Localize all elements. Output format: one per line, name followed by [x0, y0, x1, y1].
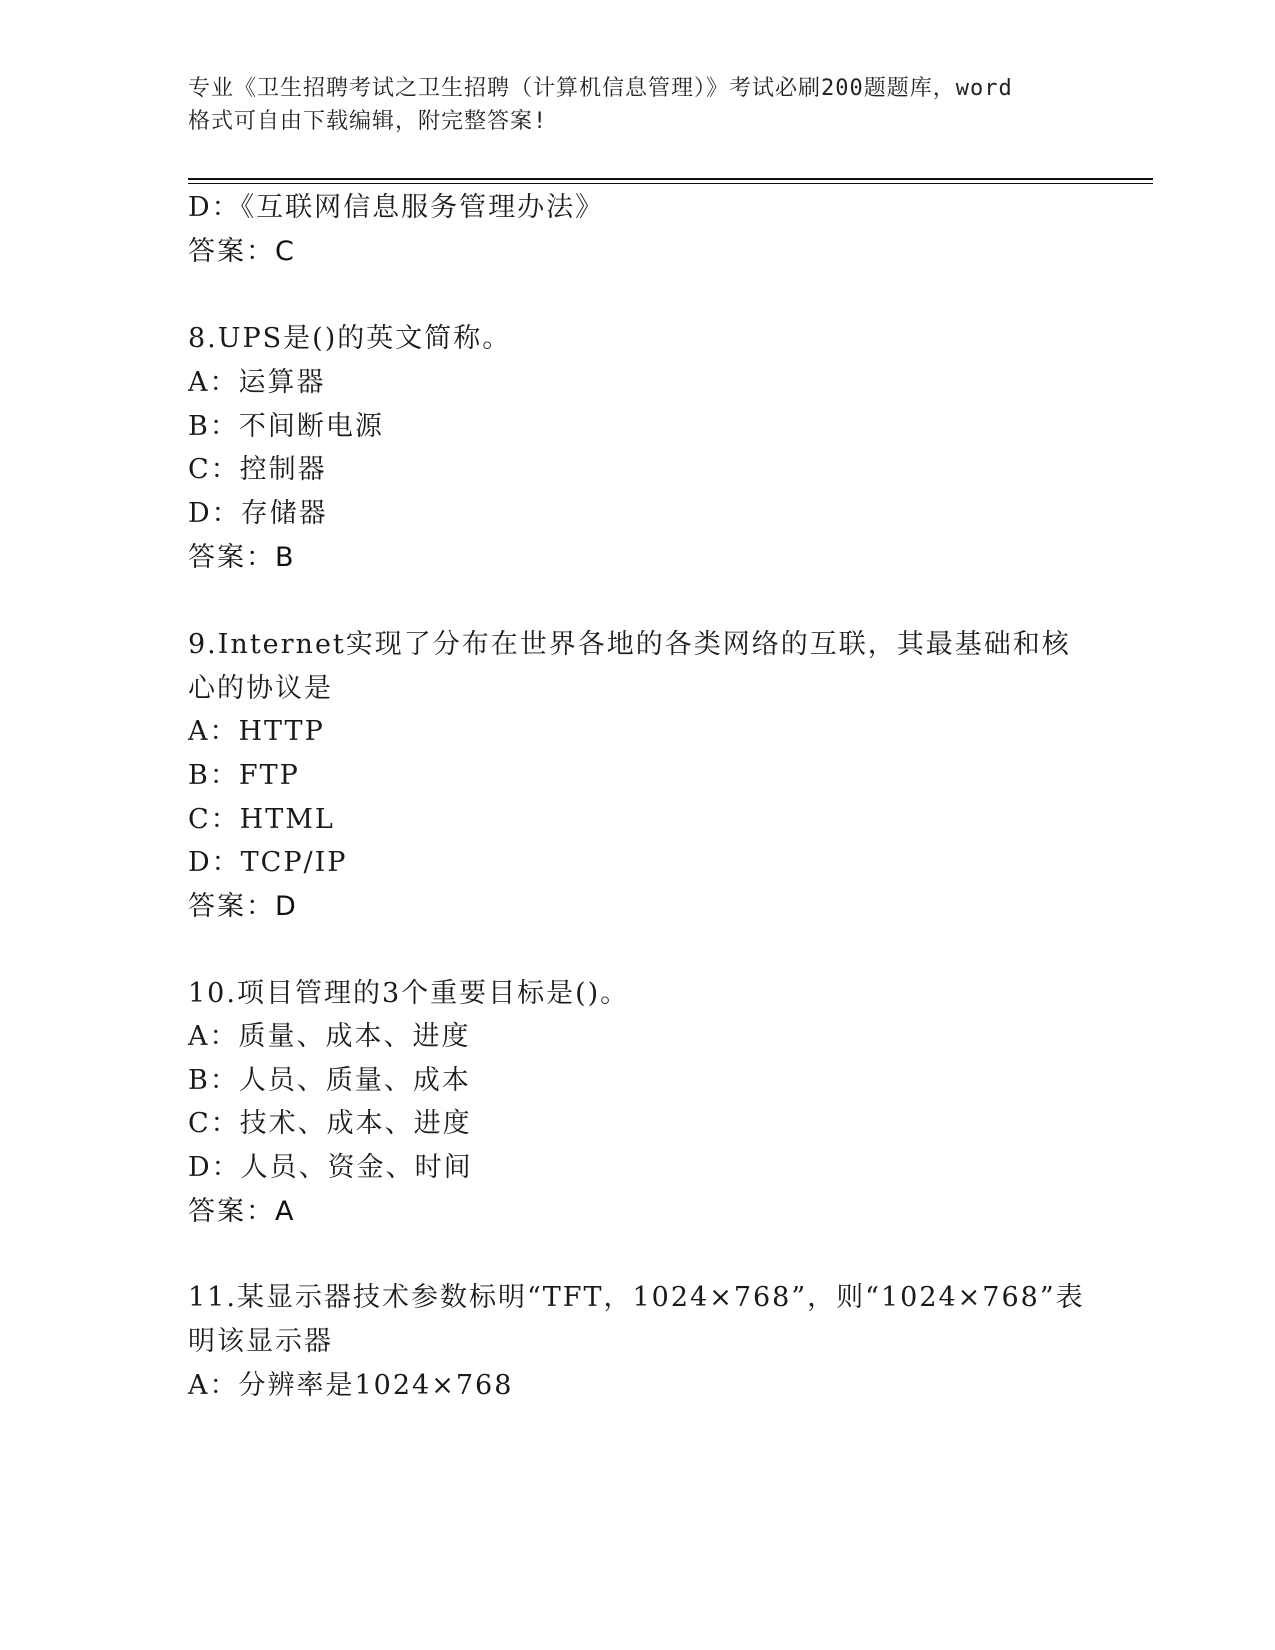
question-9-stem-line-1: 9.Internet实现了分布在世界各地的各类网络的互联，其最基础和核: [188, 629, 1071, 660]
header-divider-thin: [188, 183, 1153, 184]
question-10-option-a: A：质量、成本、进度: [188, 1021, 471, 1052]
question-8-answer: 答案：B: [188, 542, 296, 573]
header-divider-thick: [188, 178, 1153, 180]
prev-question-option-d: D：《互联网信息服务管理办法》: [188, 192, 605, 223]
question-10-option-b: B：人员、质量、成本: [188, 1065, 471, 1096]
question-8-option-c: C：控制器: [188, 454, 327, 485]
question-9-option-d: D：TCP/IP: [188, 847, 348, 878]
question-10-stem: 10.项目管理的3个重要目标是()。: [188, 978, 630, 1009]
question-10-option-c: C：技术、成本、进度: [188, 1108, 472, 1139]
question-11-stem-line-1: 11.某显示器技术参数标明“TFT，1024×768”，则“1024×768”表: [188, 1282, 1085, 1313]
header-line-2: 格式可自由下载编辑，附完整答案!: [188, 109, 548, 134]
question-9-stem-line-2: 心的协议是: [188, 673, 333, 704]
prev-question-answer: 答案：C: [188, 236, 296, 267]
question-11-stem-line-2: 明该显示器: [188, 1326, 333, 1357]
question-9-option-a: A：HTTP: [188, 716, 325, 747]
header-line-1: 专业《卫生招聘考试之卫生招聘（计算机信息管理）》考试必刷200题题库，word: [188, 76, 1013, 101]
question-9-answer: 答案：D: [188, 891, 298, 922]
question-8-option-b: B：不间断电源: [188, 411, 384, 442]
question-9-option-b: B：FTP: [188, 760, 300, 791]
question-11-option-a: A：分辨率是1024×768: [188, 1370, 514, 1401]
question-9-option-c: C：HTML: [188, 804, 335, 835]
question-8-option-d: D：存储器: [188, 498, 328, 529]
question-8-stem: 8.UPS是()的英文简称。: [188, 323, 512, 354]
question-8-option-a: A：运算器: [188, 367, 326, 398]
question-10-option-d: D：人员、资金、时间: [188, 1152, 473, 1183]
document-header: [188, 72, 1088, 138]
question-10-answer: 答案：A: [188, 1196, 296, 1227]
